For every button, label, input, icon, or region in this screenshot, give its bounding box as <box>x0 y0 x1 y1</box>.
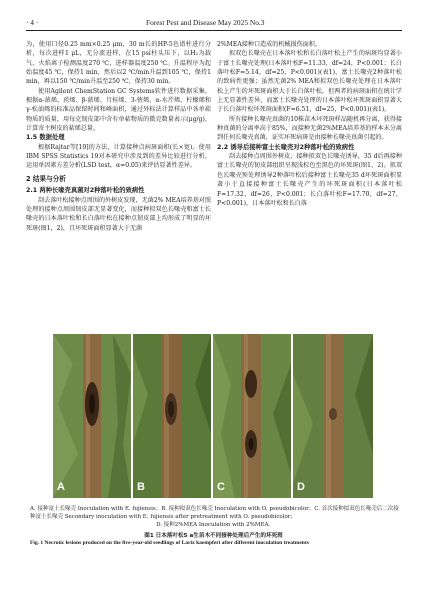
page-number: · 4 · <box>26 18 39 27</box>
figure-title-en: Fig. 1 Necrotic lesions produced on the five-year-old seedlings of Larix kaempferi after different inoculation treatments <box>30 540 309 546</box>
photo-panel-b <box>133 334 211 498</box>
paragraph: 2%MEA接种口造成的机械损伤面积。 <box>217 41 321 48</box>
section-heading-2: 2 结果与分析 <box>26 174 66 183</box>
running-header <box>26 18 402 31</box>
right-column <box>217 40 402 208</box>
photo-panel-a <box>53 334 131 498</box>
paragraph: 刮去接种点周围外树皮，接种拟双色长喙壳诱导，35 d后再接种富士长喙壳的韧皮部组织呈现浅棕色至黑色的坏死斑(图1，2)。拟双色长喙壳预处理诱导2种落叶松后接种富士长喙壳35 d坏死斑面积显著小于直接接种富士长喙壳产生的坏死斑面积(日本落叶松F=17.32，df=26，P<0.001；长白落叶松F=17.70，df=27，P<0.001)，日本落叶松和长白落 <box>217 153 402 207</box>
paragraph: 所有接种长喙壳真菌的10株苗木坏死斑样品随机再分离，获得接种真菌的分离率高于85%，而接种无菌2%MEA培养基的样本未分离到任何长喙壳真菌，证实坏死病斑是由接种长喙壳真菌引起的。 <box>217 115 402 142</box>
section-heading-2-1: 2.1 两种长喙壳真菌对2种落叶松的致病性 <box>26 187 145 195</box>
paragraph: 根据Rajtar等[19]的方法，计算接种点病斑面积(长×宽)。使用IBM SPSS Statistics 19对本研究中涉及到的差异比较进行分析，运用单因素方差分析(LSD test，α=0.05)来评估显著性差异。 <box>26 143 211 170</box>
left-column <box>26 40 211 233</box>
paragraph: 刮去落叶松接种点周围的外树皮发现，无菌2% MEA培养基对照处理的接种点周围韧皮部无显著变化，而接种拟双色长喙壳和富士长喙壳的日本落叶松和长白落叶松在接种点韧皮部上均形成了明显的坏死斑(图1，2)，且坏死斑面积显著大于无菌 <box>26 196 211 232</box>
paragraph: 拟双色长喙壳在日本落叶松和长白落叶松上产生的病斑均显著小于富士长喙壳处理(日本落叶松F=11.33，df=24，P<0.001；长白落叶松F=5.14，df=25，P<0.001)(表1)，富士长喙壳2种落叶松的致病性更强；虽然无菌2% MEA和拟双色长喙壳处理在日本落叶松上产生的坏死斑面积大于长白落叶松，但两者的病斑面积在统计学上无显著性差异，而富士长喙壳处理的日本落叶松坏死斑面积显著大于长白落叶松坏死斑面积(F=6.51，df=25，P<0.001)(表1)。 <box>217 50 402 114</box>
panel-label-d: D <box>297 481 305 493</box>
figure-caption-panels <box>30 505 400 529</box>
panel-label-c: C <box>217 481 225 493</box>
section-heading-2-2: 2.2 诱导后接种富士长喙壳对2种落叶松的致病性 <box>217 143 355 151</box>
figure-title-cn: 图1 日本落叶松5 a生苗木不同接种处理后产生的坏死斑 <box>144 533 283 539</box>
section-heading-1-5: 1.5 数据处理 <box>26 134 65 142</box>
caption-line: D. 接种2%MEA Inoculation with 2%MEA。 <box>156 522 274 528</box>
paragraph: 为，使用口径0.25 mm×0.25 μm，30 m长的HP-5色谱柱进行分析，每次进样1 μL，无分流进样，在15 psi柱头压下，以H₂为载气，火焰离子检测温度270 ℃，进样器温度250 ℃。升温程序为起始温度45 ℃，保持1 min，然后以2 ℃/min升温到105 ℃，保持1 min，再以150 ℃/min升温至250 ℃，保持30 min。 <box>26 41 211 86</box>
journal-info: Forest Pest and Disease May 2025 No.3 <box>146 18 265 27</box>
photo-panel-d <box>293 334 373 498</box>
paragraph: 使用Agilent ChemStation GC Systems软件进行数据采集。根据α-蒎烯、莰烯、β-蒎烯、月桂烯、3-蒈烯、α-水芹烯、柠檬烯和γ-松油烯的标准品保留时间和峰面积，通过外标法计算样品中各单萜物质的质量，用每克韧皮部中含有单萜物质的微克数量表示(μg/g)，计算寄主树皮的萜烯总量。 <box>26 87 211 133</box>
figure-1 <box>53 334 373 498</box>
photo-panel-c <box>213 334 291 498</box>
panel-label-b: B <box>137 481 145 493</box>
caption-line: A. 接种富士长喙壳 Inoculation with E. fujiensis；B. 接种拟双色长喙壳 Inoculation with O. pseudobicolor；C. 首次接种拟双色长喙壳后二次接种富士长喙壳 Secondary inoculation with E. fujiensis after pretreatment with O. pseudobicolor； <box>30 506 399 520</box>
panel-label-a: A <box>57 481 65 493</box>
